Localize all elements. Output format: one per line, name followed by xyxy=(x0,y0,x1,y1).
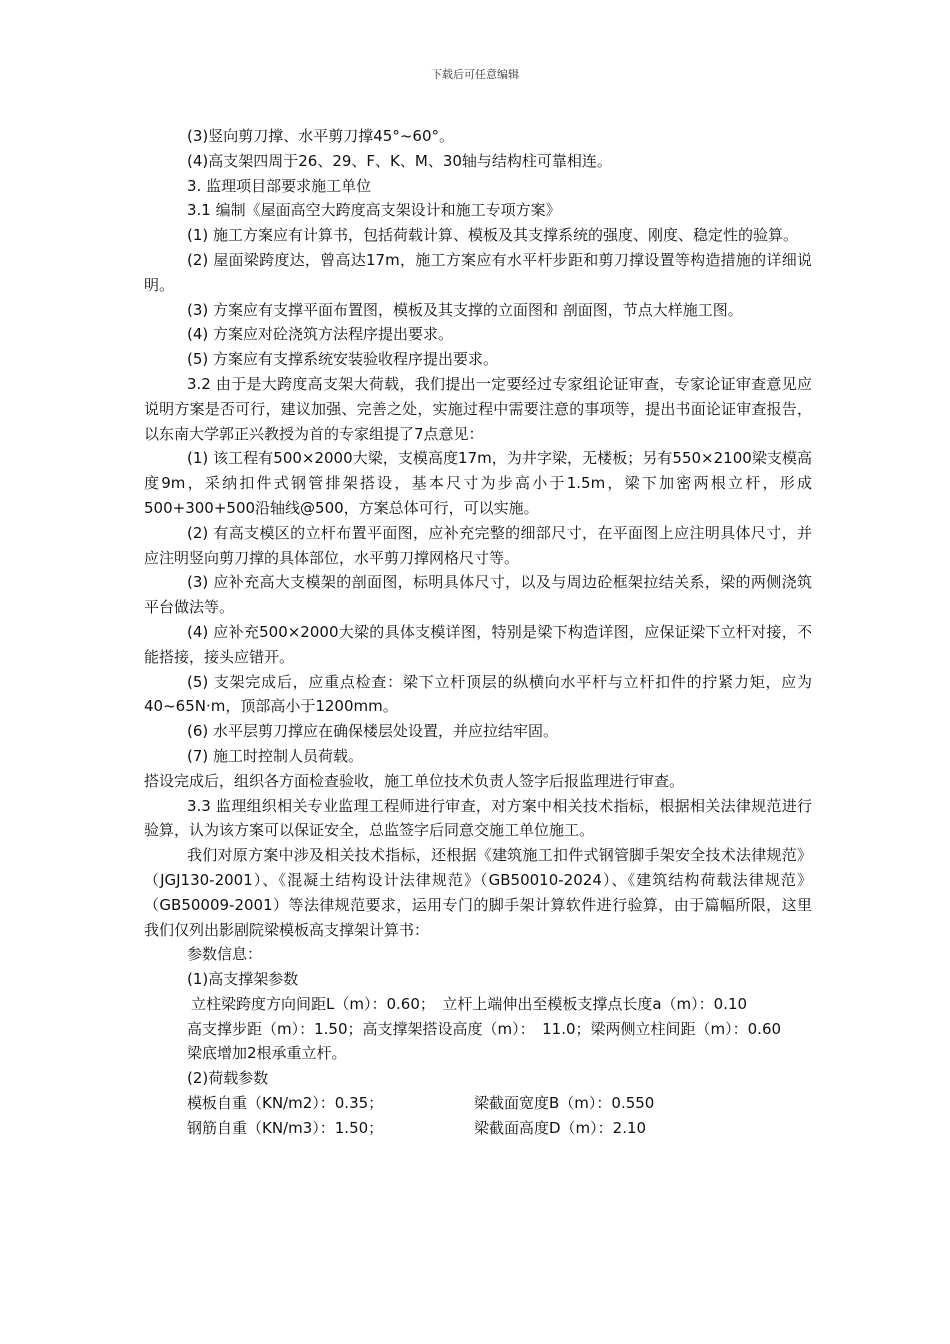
paragraph: (6) 水平层剪刀撑应在确保楼层处设置，并应拉结牢固。 xyxy=(187,722,559,741)
document-body xyxy=(144,124,812,1141)
paragraph: 3.3 监理组织相关专业监理工程师进行审查，对方案中相关技术指标，根据相关法律规范进行验算，认为该方案可以保证安全，总监签字后同意交施工单位施工。 xyxy=(144,796,812,840)
paragraph: (3) 方案应有支撑平面布置图，模板及其支撑的立面图和 剖面图，节点大样施工图。 xyxy=(187,300,743,319)
paragraph: 参数信息： xyxy=(187,945,263,964)
paragraph: 3.2 由于是大跨度高支架大荷载，我们提出一定要经过专家组论证审查，专家论证审查意见应说明方案是否可行，建议加强、完善之处，实施过程中需要注意的事项等，提出书面论证审查报告，以东南大学郭正兴教授为首的专家组提了7点意见： xyxy=(144,374,812,443)
paragraph: (4) 应补充500×2000大梁的具体支模详图，特别是梁下构造详图，应保证梁下立杆对接，不能搭接，接头应错开。 xyxy=(144,622,812,666)
paragraph: (2) 屋面梁跨度达，曾高达17m，施工方案应有水平杆步距和剪刀撑设置等构造措施的详细说明。 xyxy=(144,250,812,294)
paragraph: 高支撑步距（m）：1.50；高支撑架搭设高度（m）： 11.0；梁两侧立柱间距（m）：0.60 xyxy=(187,1019,782,1038)
load-right: 梁截面高度D（m）：2.10 xyxy=(474,1118,647,1137)
paragraph: (4) 方案应对砼浇筑方法程序提出要求。 xyxy=(187,325,454,344)
paragraph: (5) 方案应有支撑系统安装验收程序提出要求。 xyxy=(187,350,499,369)
load-row xyxy=(144,1116,812,1141)
section-heading: 3. 监理项目部要求施工单位 xyxy=(187,176,372,195)
load-right: 梁截面宽度B（m）：0.550 xyxy=(474,1094,655,1113)
paragraph: (1)高支撑架参数 xyxy=(187,970,299,989)
load-left: 钢筋自重（KN/m3）：1.50； xyxy=(187,1118,384,1137)
paragraph: (3) 应补充高大支模架的剖面图，标明具体尺寸，以及与周边砼框架拉结关系，梁的两侧浇筑平台做法等。 xyxy=(144,573,812,617)
paragraph: (1) 该工程有500×2000大梁，支模高度17m，为井字梁，无楼板；另有550×2100梁支模高度9m，采纳扣件式钢管排架搭设，基本尺寸为步高小于1.5m，梁下加密两根立杆，形成500+300+500沿轴线@500，方案总体可行，可以实施。 xyxy=(144,449,812,517)
paragraph: (2)荷载参数 xyxy=(187,1069,269,1088)
load-row xyxy=(144,1091,812,1116)
paragraph: (3)竖向剪刀撑、水平剪刀撑45°~60°。 xyxy=(187,127,454,145)
subsection-heading: 3.1 编制《屋面高空大跨度高支架设计和施工专项方案》 xyxy=(187,201,561,220)
paragraph: 梁底增加2根承重立杆。 xyxy=(187,1044,347,1063)
paragraph: (2) 有高支模区的立杆布置平面图，应补充完整的细部尺寸，在平面图上应注明具体尺寸，并应注明竖向剪刀撑的具体部位，水平剪刀撑网格尺寸等。 xyxy=(144,523,812,567)
paragraph: (7) 施工时控制人员荷载。 xyxy=(187,746,364,765)
paragraph: 搭设完成后，组织各方面检查验收，施工单位技术负责人签字后报监理进行审查。 xyxy=(144,771,685,790)
paragraph: (1) 施工方案应有计算书，包括荷载计算、模板及其支撑系统的强度、刚度、稳定性的验算。 xyxy=(187,226,799,245)
page-header: 下载后可任意编辑 xyxy=(431,68,519,81)
paragraph: (5) 支架完成后，应重点检查：梁下立杆顶层的纵横向水平杆与立杆扣件的拧紧力矩，应为40~65N·m，顶部高小于1200mm。 xyxy=(144,672,812,716)
paragraph: 立柱梁跨度方向间距L（m）：0.60； 立杆上端伸出至模板支撑点长度a（m）：0.10 xyxy=(191,994,748,1013)
load-left: 模板自重（KN/m2）：0.35； xyxy=(187,1094,384,1113)
paragraph: 我们对原方案中涉及相关技术指标，还根据《建筑施工扣件式钢管脚手架安全技术法律规范》（JGJ130-2001）、《混凝土结构设计法律规范》（GB50010-2024）、《建筑结构荷载法律规范》（GB50009-2001）等法律规范要求，运用专门的脚手架计算软件进行验算，由于篇幅所限，这里我们仅列出影剧院梁模板高支撑架计算书： xyxy=(144,846,812,939)
paragraph: (4)高支架四周于26、29、F、K、M、30轴与结构柱可靠相连。 xyxy=(187,151,612,170)
